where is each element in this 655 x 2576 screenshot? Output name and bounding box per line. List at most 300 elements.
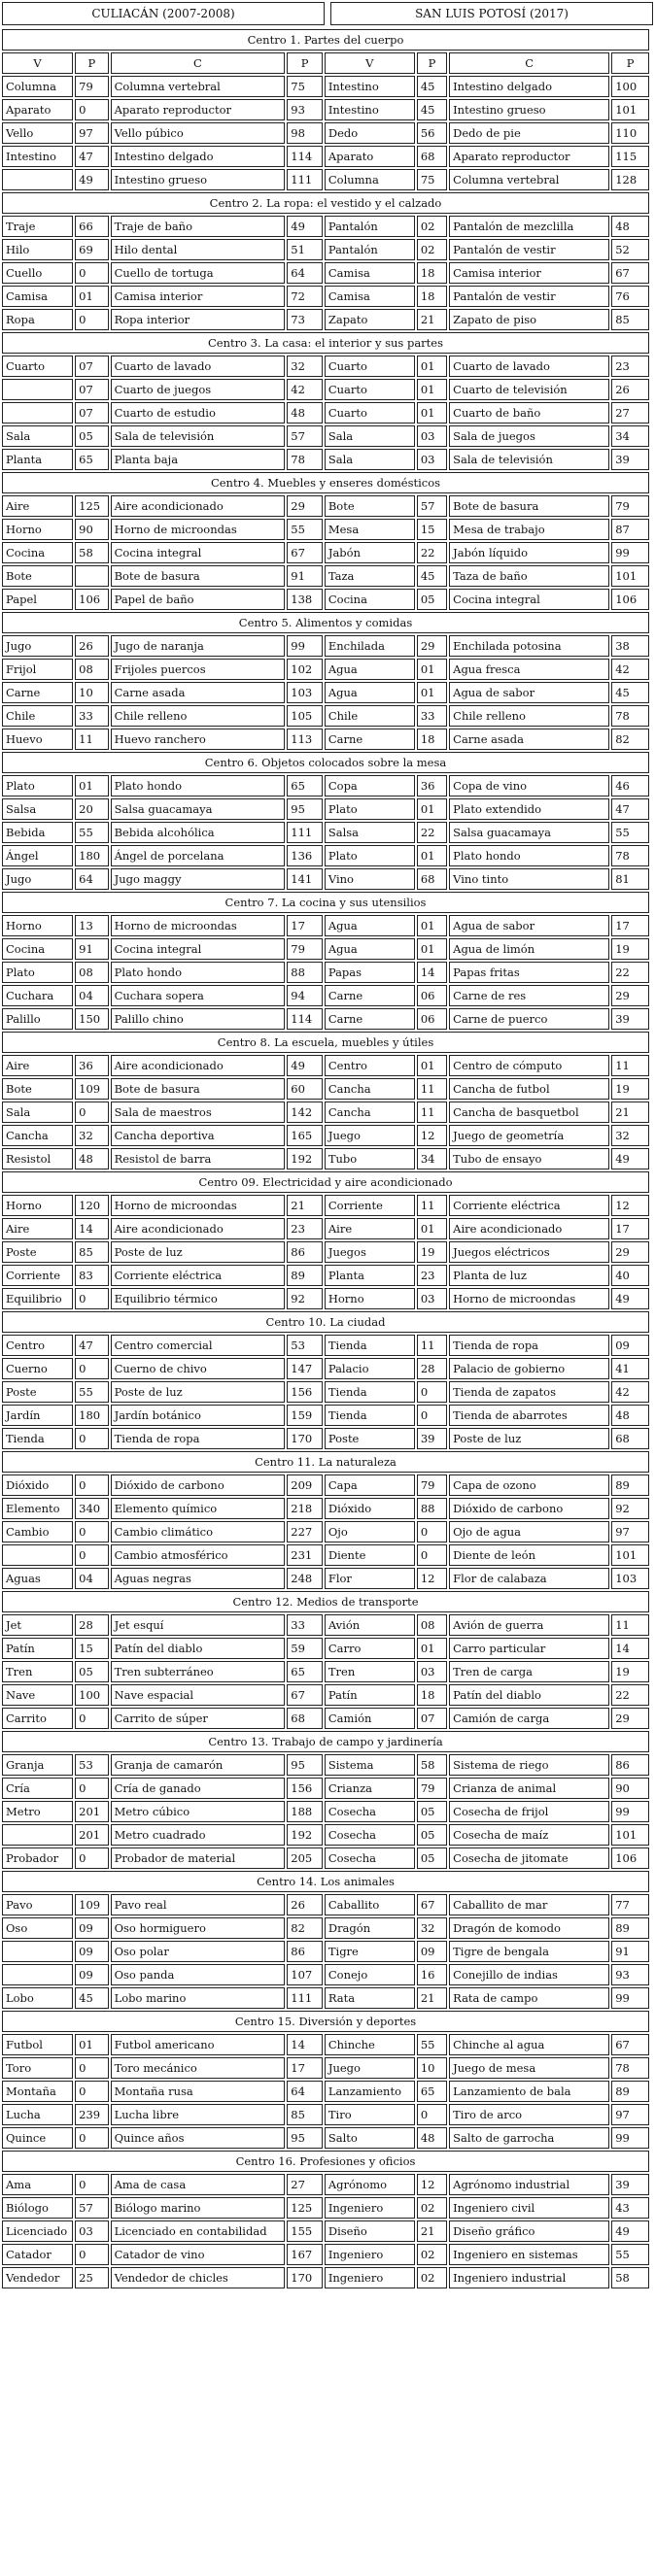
- word-cell: Carne: [2, 682, 73, 703]
- word-cell: Vino: [325, 868, 415, 890]
- frequency-cell: 34: [417, 1148, 447, 1169]
- word-cell: Cuarto: [325, 356, 415, 377]
- frequency-cell: 04: [75, 985, 108, 1006]
- word-cell: Juegos: [325, 1241, 415, 1263]
- frequency-cell: 102: [287, 659, 323, 680]
- compound-word-cell: Cosecha de frijol: [449, 1801, 609, 1822]
- compound-word-cell: Tienda de abarrotes: [449, 1405, 609, 1426]
- compound-word-cell: Ingeniero civil: [449, 2197, 609, 2219]
- compound-word-cell: Pantalón de vestir: [449, 286, 609, 307]
- frequency-cell: 14: [417, 962, 447, 983]
- frequency-cell: 99: [611, 1987, 649, 2009]
- word-cell: Camisa: [325, 286, 415, 307]
- frequency-cell: 47: [75, 1335, 108, 1356]
- frequency-cell: 45: [417, 99, 447, 120]
- frequency-cell: 21: [611, 1102, 649, 1123]
- word-cell: Ojo: [325, 1521, 415, 1542]
- frequency-cell: 03: [417, 425, 447, 447]
- compound-word-cell: Columna vertebral: [111, 76, 286, 97]
- compound-word-cell: Cuchara sopera: [111, 985, 286, 1006]
- frequency-cell: 128: [611, 169, 649, 190]
- word-cell: Columna: [2, 76, 73, 97]
- compound-word-cell: Pantalón de mezclilla: [449, 216, 609, 237]
- word-cell: Pantalón: [325, 216, 415, 237]
- compound-word-cell: Elemento químico: [111, 1498, 286, 1519]
- frequency-cell: 86: [287, 1941, 323, 1962]
- frequency-cell: 0: [75, 2057, 108, 2079]
- table-row: [2, 798, 649, 820]
- compound-word-cell: Lobo marino: [111, 1987, 286, 2009]
- frequency-cell: 01: [75, 2034, 108, 2055]
- compound-word-cell: Horno de microondas: [111, 519, 286, 540]
- frequency-cell: 67: [417, 1894, 447, 1915]
- frequency-cell: 29: [417, 635, 447, 657]
- compound-word-cell: Cría de ganado: [111, 1778, 286, 1799]
- frequency-cell: 17: [611, 915, 649, 936]
- frequency-cell: 82: [287, 1917, 323, 1939]
- frequency-cell: 156: [287, 1381, 323, 1403]
- center-title: Centro 3. La casa: el interior y sus partes: [2, 332, 649, 354]
- compound-word-cell: Carrito de súper: [111, 1708, 286, 1729]
- frequency-cell: 89: [611, 1917, 649, 1939]
- compound-word-cell: Dióxido de carbono: [111, 1474, 286, 1496]
- frequency-cell: 0: [417, 1544, 447, 1566]
- table-row: [2, 1661, 649, 1682]
- center-title-row: [2, 612, 649, 633]
- frequency-cell: 19: [611, 938, 649, 960]
- frequency-cell: 92: [611, 1498, 649, 1519]
- frequency-cell: 114: [287, 146, 323, 167]
- word-cell: Oso: [2, 1917, 73, 1939]
- compound-word-cell: Toro mecánico: [111, 2057, 286, 2079]
- compound-word-cell: Jet esquí: [111, 1614, 286, 1636]
- compound-word-cell: Cancha de basquetbol: [449, 1102, 609, 1123]
- compound-word-cell: Capa de ozono: [449, 1474, 609, 1496]
- word-cell: Zapato: [325, 309, 415, 330]
- frequency-cell: 68: [417, 146, 447, 167]
- frequency-cell: 26: [75, 635, 108, 657]
- frequency-cell: 01: [417, 798, 447, 820]
- compound-word-cell: Futbol americano: [111, 2034, 286, 2055]
- center-title-row: [2, 2151, 649, 2172]
- center-title: Centro 1. Partes del cuerpo: [2, 29, 649, 51]
- compound-word-cell: Cambio climático: [111, 1521, 286, 1542]
- word-cell: Dedo: [325, 122, 415, 144]
- compound-word-cell: Crianza de animal: [449, 1778, 609, 1799]
- frequency-cell: 49: [611, 1148, 649, 1169]
- frequency-cell: 09: [611, 1335, 649, 1356]
- table-row: [2, 985, 649, 1006]
- compound-word-cell: Camisa interior: [111, 286, 286, 307]
- table-row: [2, 2104, 649, 2125]
- compound-word-cell: Flor de calabaza: [449, 1568, 609, 1589]
- compound-word-cell: Agrónomo industrial: [449, 2174, 609, 2195]
- table-row: [2, 1381, 649, 1403]
- word-cell: Metro: [2, 1801, 73, 1822]
- compound-word-cell: Tiro de arco: [449, 2104, 609, 2125]
- compound-word-cell: Oso hormiguero: [111, 1917, 286, 1939]
- compound-word-cell: Plato hondo: [449, 845, 609, 866]
- word-cell: Caballito: [325, 1894, 415, 1915]
- table-row: [2, 2081, 649, 2102]
- word-cell: Tubo: [325, 1148, 415, 1169]
- frequency-cell: 41: [611, 1358, 649, 1379]
- compound-word-cell: Sala de televisión: [111, 425, 286, 447]
- frequency-cell: 87: [611, 519, 649, 540]
- compound-word-cell: Copa de vino: [449, 775, 609, 797]
- frequency-cell: 23: [417, 1265, 447, 1286]
- frequency-cell: 45: [417, 76, 447, 97]
- frequency-cell: 88: [417, 1498, 447, 1519]
- frequency-cell: 98: [287, 122, 323, 144]
- word-cell: Carne: [325, 1008, 415, 1030]
- table-row: [2, 1568, 649, 1589]
- frequency-cell: 165: [287, 1125, 323, 1146]
- frequency-cell: 14: [75, 1218, 108, 1239]
- table-row: [2, 1078, 649, 1100]
- compound-word-cell: Agua de sabor: [449, 682, 609, 703]
- compound-word-cell: Vello púbico: [111, 122, 286, 144]
- frequency-cell: 114: [287, 1008, 323, 1030]
- frequency-cell: 01: [417, 356, 447, 377]
- frequency-cell: 73: [287, 309, 323, 330]
- table-row: [2, 402, 649, 424]
- center-title: Centro 14. Los animales: [2, 1871, 649, 1892]
- word-cell: Jet: [2, 1614, 73, 1636]
- compound-word-cell: Conejillo de indias: [449, 1964, 609, 1985]
- compound-word-cell: Tigre de bengala: [449, 1941, 609, 1962]
- word-cell: [2, 1824, 73, 1846]
- frequency-cell: 29: [611, 1708, 649, 1729]
- table-row: [2, 775, 649, 797]
- compound-word-cell: Camión de carga: [449, 1708, 609, 1729]
- frequency-cell: 47: [611, 798, 649, 820]
- compound-word-cell: Vino tinto: [449, 868, 609, 890]
- word-cell: [2, 1941, 73, 1962]
- word-cell: Cocina: [325, 589, 415, 610]
- frequency-cell: 02: [417, 2267, 447, 2288]
- compound-word-cell: Horno de microondas: [111, 1195, 286, 1216]
- frequency-cell: 01: [417, 938, 447, 960]
- frequency-cell: 218: [287, 1498, 323, 1519]
- table-row: [2, 1964, 649, 1985]
- compound-word-cell: Pantalón de vestir: [449, 239, 609, 260]
- frequency-cell: 95: [287, 798, 323, 820]
- frequency-cell: 21: [417, 1987, 447, 2009]
- compound-word-cell: Agua de sabor: [449, 915, 609, 936]
- frequency-cell: 79: [287, 938, 323, 960]
- frequency-cell: 0: [75, 309, 108, 330]
- word-cell: Cocina: [2, 542, 73, 563]
- frequency-cell: 28: [417, 1358, 447, 1379]
- word-cell: Aguas: [2, 1568, 73, 1589]
- frequency-cell: 42: [611, 659, 649, 680]
- word-cell: Carro: [325, 1638, 415, 1659]
- word-cell: Poste: [2, 1241, 73, 1263]
- frequency-cell: 78: [611, 845, 649, 866]
- compound-word-cell: Mesa de trabajo: [449, 519, 609, 540]
- frequency-cell: 0: [75, 1358, 108, 1379]
- table-row: [2, 1218, 649, 1239]
- frequency-cell: 05: [75, 425, 108, 447]
- compound-word-cell: Agua de limón: [449, 938, 609, 960]
- table-row: [2, 2197, 649, 2219]
- frequency-cell: 18: [417, 262, 447, 284]
- table-row: [2, 682, 649, 703]
- frequency-cell: 48: [287, 402, 323, 424]
- word-cell: Biólogo: [2, 2197, 73, 2219]
- frequency-cell: 78: [611, 2057, 649, 2079]
- frequency-cell: 01: [417, 379, 447, 400]
- frequency-cell: 45: [611, 682, 649, 703]
- frequency-cell: 231: [287, 1544, 323, 1566]
- frequency-cell: 29: [287, 495, 323, 517]
- frequency-cell: 64: [287, 262, 323, 284]
- frequency-cell: 56: [417, 122, 447, 144]
- compound-word-cell: Diseño gráfico: [449, 2220, 609, 2242]
- compound-word-cell: Centro comercial: [111, 1335, 286, 1356]
- frequency-cell: 106: [75, 589, 108, 610]
- word-cell: Juego: [325, 2057, 415, 2079]
- compound-word-cell: Planta de luz: [449, 1265, 609, 1286]
- word-cell: Chile: [325, 705, 415, 727]
- table-row: [2, 1684, 649, 1706]
- compound-word-cell: Licenciado en contabilidad: [111, 2220, 286, 2242]
- frequency-cell: 49: [287, 216, 323, 237]
- table-row: [2, 1474, 649, 1496]
- frequency-cell: 92: [287, 1288, 323, 1309]
- word-cell: Huevo: [2, 729, 73, 750]
- frequency-cell: 02: [417, 216, 447, 237]
- frequency-cell: 36: [417, 775, 447, 797]
- frequency-cell: 85: [611, 309, 649, 330]
- frequency-cell: 08: [417, 1614, 447, 1636]
- compound-word-cell: Bote de basura: [449, 495, 609, 517]
- frequency-cell: 21: [287, 1195, 323, 1216]
- compound-word-cell: Cocina integral: [111, 938, 286, 960]
- compound-word-cell: Intestino delgado: [449, 76, 609, 97]
- frequency-cell: 85: [75, 1241, 108, 1263]
- frequency-cell: 81: [611, 868, 649, 890]
- table-row: [2, 1614, 649, 1636]
- word-cell: Hilo: [2, 239, 73, 260]
- compound-word-cell: Papas fritas: [449, 962, 609, 983]
- word-cell: Jabón: [325, 542, 415, 563]
- word-cell: Tienda: [2, 1428, 73, 1449]
- column-header: P: [287, 52, 323, 74]
- table-row: [2, 2127, 649, 2149]
- frequency-cell: 0: [417, 1405, 447, 1426]
- compound-word-cell: Pavo real: [111, 1894, 286, 1915]
- frequency-cell: 89: [611, 2081, 649, 2102]
- word-cell: Aire: [2, 1055, 73, 1076]
- vocabulary-comparison-sheet: [2, 2, 653, 2290]
- word-cell: Carne: [325, 985, 415, 1006]
- compound-word-cell: Tienda de zapatos: [449, 1381, 609, 1403]
- word-cell: Jardín: [2, 1405, 73, 1426]
- frequency-cell: 120: [75, 1195, 108, 1216]
- frequency-cell: 57: [287, 425, 323, 447]
- center-title: Centro 2. La ropa: el vestido y el calzado: [2, 192, 649, 214]
- table-row: [2, 2174, 649, 2195]
- frequency-cell: 58: [417, 1754, 447, 1776]
- compound-word-cell: Columna vertebral: [449, 169, 609, 190]
- table-row: [2, 1824, 649, 1846]
- frequency-cell: 47: [75, 146, 108, 167]
- compound-word-cell: Jabón líquido: [449, 542, 609, 563]
- word-cell: Frijol: [2, 659, 73, 680]
- table-row: [2, 1498, 649, 1519]
- frequency-cell: 66: [75, 216, 108, 237]
- frequency-cell: 180: [75, 845, 108, 866]
- table-row: [2, 1847, 649, 1869]
- word-cell: Planta: [2, 449, 73, 470]
- header-san-luis-potosi: SAN LUIS POTOSÍ (2017): [330, 2, 653, 25]
- frequency-cell: 156: [287, 1778, 323, 1799]
- frequency-cell: 0: [75, 1521, 108, 1542]
- compound-word-cell: Huevo ranchero: [111, 729, 286, 750]
- table-row: [2, 705, 649, 727]
- frequency-cell: 27: [611, 402, 649, 424]
- frequency-cell: 65: [287, 1661, 323, 1682]
- compound-word-cell: Intestino grueso: [111, 169, 286, 190]
- frequency-cell: 01: [417, 1055, 447, 1076]
- city-header-row: [2, 2, 653, 27]
- word-cell: Patín: [325, 1684, 415, 1706]
- word-cell: Cosecha: [325, 1847, 415, 1869]
- frequency-cell: [75, 565, 108, 587]
- frequency-cell: 75: [287, 76, 323, 97]
- header-culiacan: CULIACÁN (2007-2008): [2, 2, 325, 25]
- frequency-cell: 04: [75, 1568, 108, 1589]
- word-cell: Elemento: [2, 1498, 73, 1519]
- table-row: [2, 2267, 649, 2288]
- center-title: Centro 6. Objetos colocados sobre la mesa: [2, 752, 649, 773]
- frequency-cell: 0: [75, 2127, 108, 2149]
- frequency-cell: 01: [417, 659, 447, 680]
- compound-word-cell: Carne de res: [449, 985, 609, 1006]
- compound-word-cell: Dióxido de carbono: [449, 1498, 609, 1519]
- frequency-cell: 67: [611, 2034, 649, 2055]
- center-title: Centro 16. Profesiones y oficios: [2, 2151, 649, 2172]
- frequency-cell: 89: [287, 1265, 323, 1286]
- compound-word-cell: Probador de material: [111, 1847, 286, 1869]
- frequency-cell: 14: [287, 2034, 323, 2055]
- word-cell: Cuerno: [2, 1358, 73, 1379]
- frequency-cell: 07: [75, 379, 108, 400]
- word-cell: Lobo: [2, 1987, 73, 2009]
- center-title: Centro 5. Alimentos y comidas: [2, 612, 649, 633]
- frequency-cell: 45: [417, 565, 447, 587]
- frequency-cell: 111: [287, 1987, 323, 2009]
- compound-word-cell: Patín del diablo: [449, 1684, 609, 1706]
- center-title: Centro 11. La naturaleza: [2, 1451, 649, 1473]
- frequency-cell: 97: [75, 122, 108, 144]
- word-cell: Pavo: [2, 1894, 73, 1915]
- frequency-cell: 03: [417, 449, 447, 470]
- table-row: [2, 868, 649, 890]
- word-cell: [2, 402, 73, 424]
- word-cell: Ingeniero: [325, 2244, 415, 2265]
- compound-word-cell: Cambio atmosférico: [111, 1544, 286, 1566]
- frequency-cell: 170: [287, 1428, 323, 1449]
- frequency-cell: 113: [287, 729, 323, 750]
- word-cell: Ama: [2, 2174, 73, 2195]
- center-title-row: [2, 29, 649, 51]
- frequency-cell: 67: [287, 1684, 323, 1706]
- frequency-cell: 21: [417, 2220, 447, 2242]
- frequency-cell: 33: [417, 705, 447, 727]
- table-row: [2, 938, 649, 960]
- compound-word-cell: Carro particular: [449, 1638, 609, 1659]
- frequency-cell: 39: [611, 449, 649, 470]
- frequency-cell: 48: [417, 2127, 447, 2149]
- word-cell: Poste: [2, 1381, 73, 1403]
- compound-word-cell: Traje de baño: [111, 216, 286, 237]
- frequency-cell: 27: [287, 2174, 323, 2195]
- word-cell: Juego: [325, 1125, 415, 1146]
- compound-word-cell: Intestino delgado: [111, 146, 286, 167]
- table-row: [2, 845, 649, 866]
- compound-word-cell: Aire acondicionado: [111, 1055, 286, 1076]
- frequency-cell: 86: [287, 1241, 323, 1263]
- compound-word-cell: Equilibrio térmico: [111, 1288, 286, 1309]
- frequency-cell: 68: [611, 1428, 649, 1449]
- frequency-cell: 01: [417, 1218, 447, 1239]
- frequency-cell: 51: [287, 239, 323, 260]
- table-row: [2, 542, 649, 563]
- frequency-cell: 105: [287, 705, 323, 727]
- word-cell: Vendedor: [2, 2267, 73, 2288]
- frequency-cell: 100: [75, 1684, 108, 1706]
- word-cell: Jugo: [2, 868, 73, 890]
- frequency-cell: 45: [75, 1987, 108, 2009]
- word-cell: Granja: [2, 1754, 73, 1776]
- table-row: [2, 1544, 649, 1566]
- frequency-cell: 88: [287, 962, 323, 983]
- frequency-cell: 68: [417, 868, 447, 890]
- compound-word-cell: Quince años: [111, 2127, 286, 2149]
- frequency-cell: 90: [75, 519, 108, 540]
- compound-word-cell: Cuello de tortuga: [111, 262, 286, 284]
- frequency-cell: 22: [417, 542, 447, 563]
- frequency-cell: 19: [611, 1078, 649, 1100]
- compound-word-cell: Lanzamiento de bala: [449, 2081, 609, 2102]
- frequency-cell: 11: [611, 1614, 649, 1636]
- compound-word-cell: Poste de luz: [111, 1381, 286, 1403]
- frequency-cell: 07: [417, 1708, 447, 1729]
- frequency-cell: 06: [417, 985, 447, 1006]
- frequency-cell: 0: [75, 99, 108, 120]
- frequency-cell: 14: [611, 1638, 649, 1659]
- table-row: [2, 169, 649, 190]
- frequency-cell: 76: [611, 286, 649, 307]
- word-cell: Planta: [325, 1265, 415, 1286]
- frequency-cell: 136: [287, 845, 323, 866]
- frequency-cell: 0: [75, 2081, 108, 2102]
- frequency-cell: 147: [287, 1358, 323, 1379]
- frequency-cell: 89: [611, 1474, 649, 1496]
- frequency-cell: 05: [417, 1847, 447, 1869]
- frequency-cell: 39: [611, 1008, 649, 1030]
- center-title-row: [2, 192, 649, 214]
- compound-word-cell: Oso panda: [111, 1964, 286, 1985]
- compound-word-cell: Tienda de ropa: [111, 1428, 286, 1449]
- table-row: [2, 1055, 649, 1076]
- compound-word-cell: Jardín botánico: [111, 1405, 286, 1426]
- frequency-cell: 23: [611, 356, 649, 377]
- frequency-cell: 09: [75, 1917, 108, 1939]
